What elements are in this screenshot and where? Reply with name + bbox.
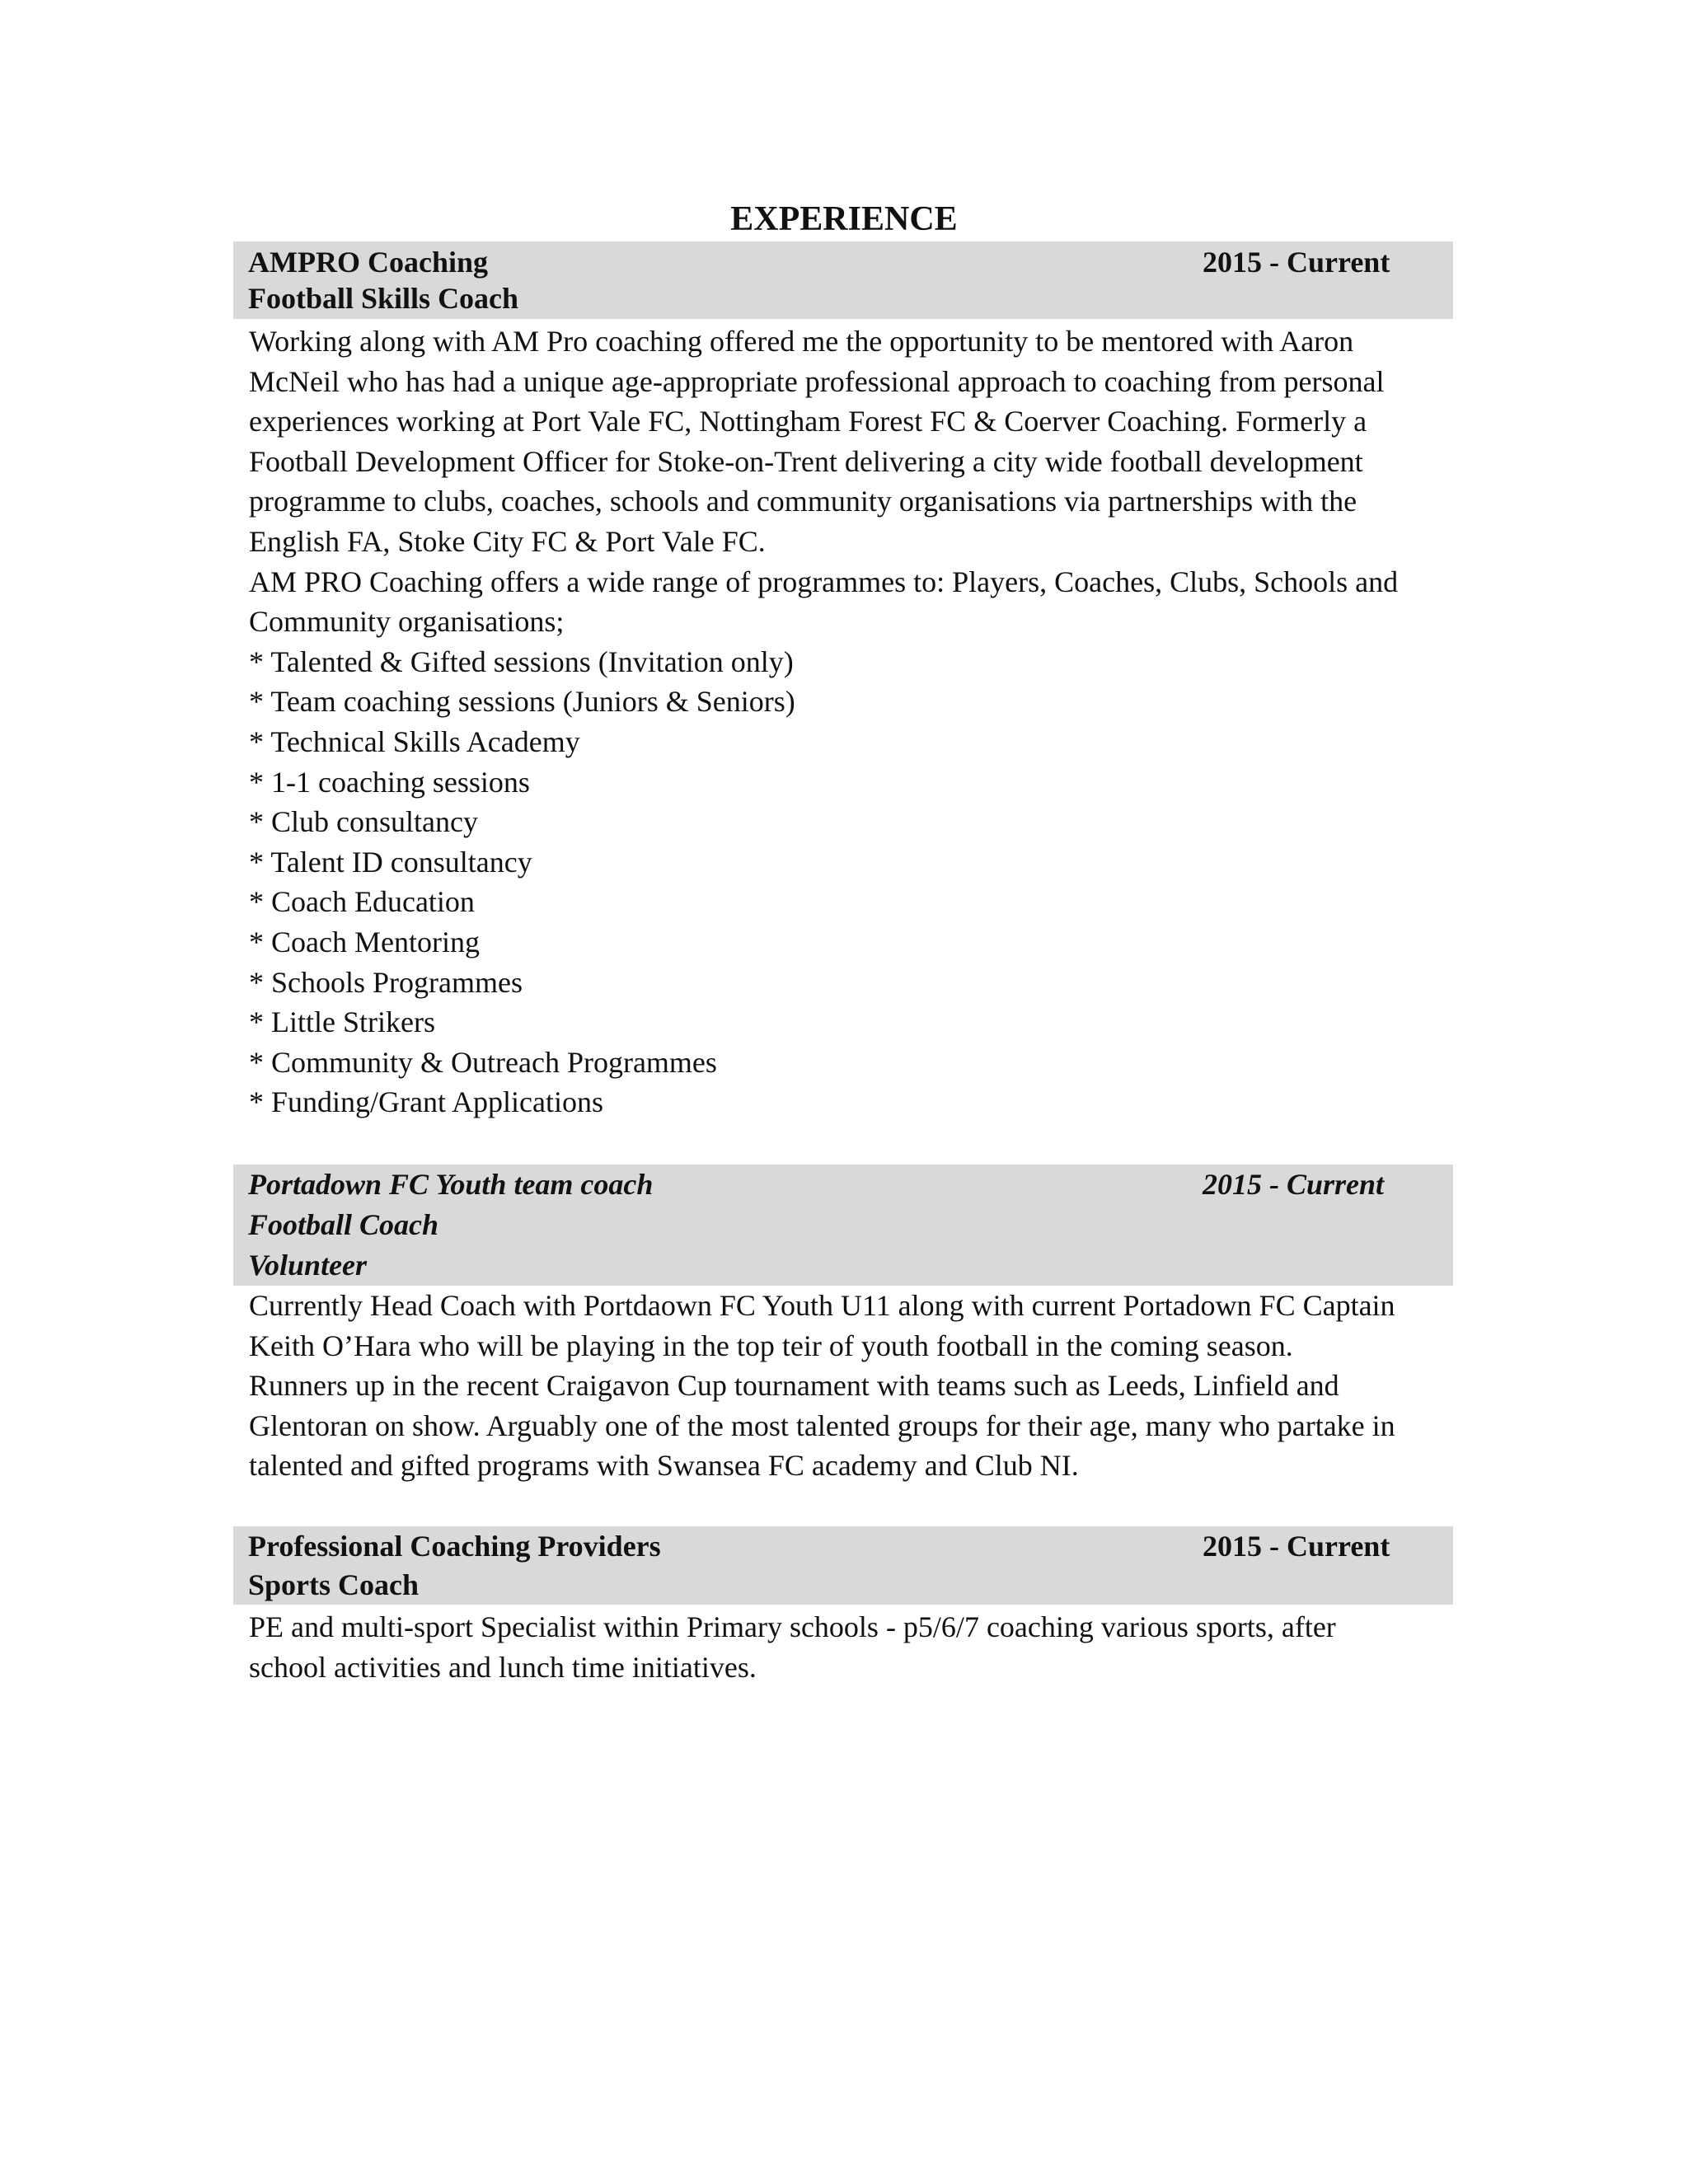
list-item: * Coach Mentoring xyxy=(249,925,480,958)
description-line: Working along with AM Pro coaching offered me the opportunity to be mentored with Aaron xyxy=(249,325,1354,358)
description-line: AM PRO Coaching offers a wide range of programmes to: Players, Coaches, Clubs, Schools and xyxy=(249,565,1399,598)
description-line: McNeil who has had a unique age-appropriate professional approach to coaching from personal xyxy=(249,364,1385,398)
organisation-name: Professional Coaching Providers xyxy=(248,1530,661,1563)
description-line: experiences working at Port Vale FC, Nottingham Forest FC & Coerver Coaching. Formerly a xyxy=(249,405,1367,438)
list-item: * Schools Programmes xyxy=(249,965,523,999)
date-range: 2015 - Current xyxy=(1203,1168,1385,1201)
entry-header-row xyxy=(248,244,1438,280)
list-item: * Funding/Grant Applications xyxy=(249,1085,603,1119)
list-item: * Talented & Gifted sessions (Invitation only) xyxy=(249,644,794,678)
description-line: Runners up in the recent Craigavon Cup tournament with teams such as Leeds, Linfield and xyxy=(249,1369,1339,1403)
entry-header-ampro xyxy=(233,241,1453,319)
job-role: Football Skills Coach xyxy=(248,282,519,315)
organisation-name: Portadown FC Youth team coach xyxy=(248,1168,654,1201)
entry-body-pcp xyxy=(249,1607,1452,1687)
programme-list xyxy=(249,642,1452,1122)
description-line: Community organisations; xyxy=(249,605,565,639)
list-item: * Little Strikers xyxy=(249,1005,435,1039)
job-role: Sports Coach xyxy=(248,1568,420,1601)
list-item: * Team coaching sessions (Juniors & Seniors) xyxy=(249,685,795,719)
description-line: PE and multi-sport Specialist within Primary schools - p5/6/7 coaching various sports, after xyxy=(249,1610,1336,1643)
entry-body-portadown xyxy=(249,1286,1452,1486)
list-item: * 1-1 coaching sessions xyxy=(249,765,530,799)
organisation-name: AMPRO Coaching xyxy=(248,246,488,279)
entry-header-row xyxy=(248,1205,1438,1245)
entry-body-ampro xyxy=(249,321,1452,1122)
job-status: Volunteer xyxy=(248,1249,368,1282)
list-item: * Coach Education xyxy=(249,885,475,919)
list-item: * Technical Skills Academy xyxy=(249,724,580,758)
date-range: 2015 - Current xyxy=(1203,246,1390,279)
entry-header-row xyxy=(248,1526,1438,1566)
entry-header-portadown xyxy=(233,1165,1453,1286)
entry-header-row xyxy=(248,280,1438,316)
entry-header-row xyxy=(248,1165,1438,1205)
entry-header-pcp xyxy=(233,1526,1453,1605)
entry-header-row xyxy=(248,1245,1438,1286)
description-line: Currently Head Coach with Portdaown FC Youth U11 along with current Portadown FC Captain xyxy=(249,1289,1395,1322)
description-line: programme to clubs, coaches, schools and community organisations via partnerships with the xyxy=(249,485,1357,518)
list-item: * Community & Outreach Programmes xyxy=(249,1045,717,1079)
job-role: Football Coach xyxy=(248,1208,439,1241)
description-line: school activities and lunch time initiatives. xyxy=(249,1650,757,1684)
description-line: English FA, Stoke City FC & Port Vale FC. xyxy=(249,524,766,558)
description-line: talented and gifted programs with Swansea FC academy and Club NI. xyxy=(249,1449,1079,1483)
section-title: EXPERIENCE xyxy=(730,200,958,238)
entry-header-row xyxy=(248,1566,1438,1605)
description-line: Football Development Officer for Stoke-on-Trent delivering a city wide football development xyxy=(249,444,1363,478)
description-line: Glentoran on show. Arguably one of the most talented groups for their age, many who partake in xyxy=(249,1408,1395,1442)
date-range: 2015 - Current xyxy=(1203,1530,1390,1563)
description-line: Keith O’Hara who will be playing in the top teir of youth football in the coming season. xyxy=(249,1329,1293,1362)
list-item: * Talent ID consultancy xyxy=(249,845,532,879)
list-item: * Club consultancy xyxy=(249,805,478,839)
